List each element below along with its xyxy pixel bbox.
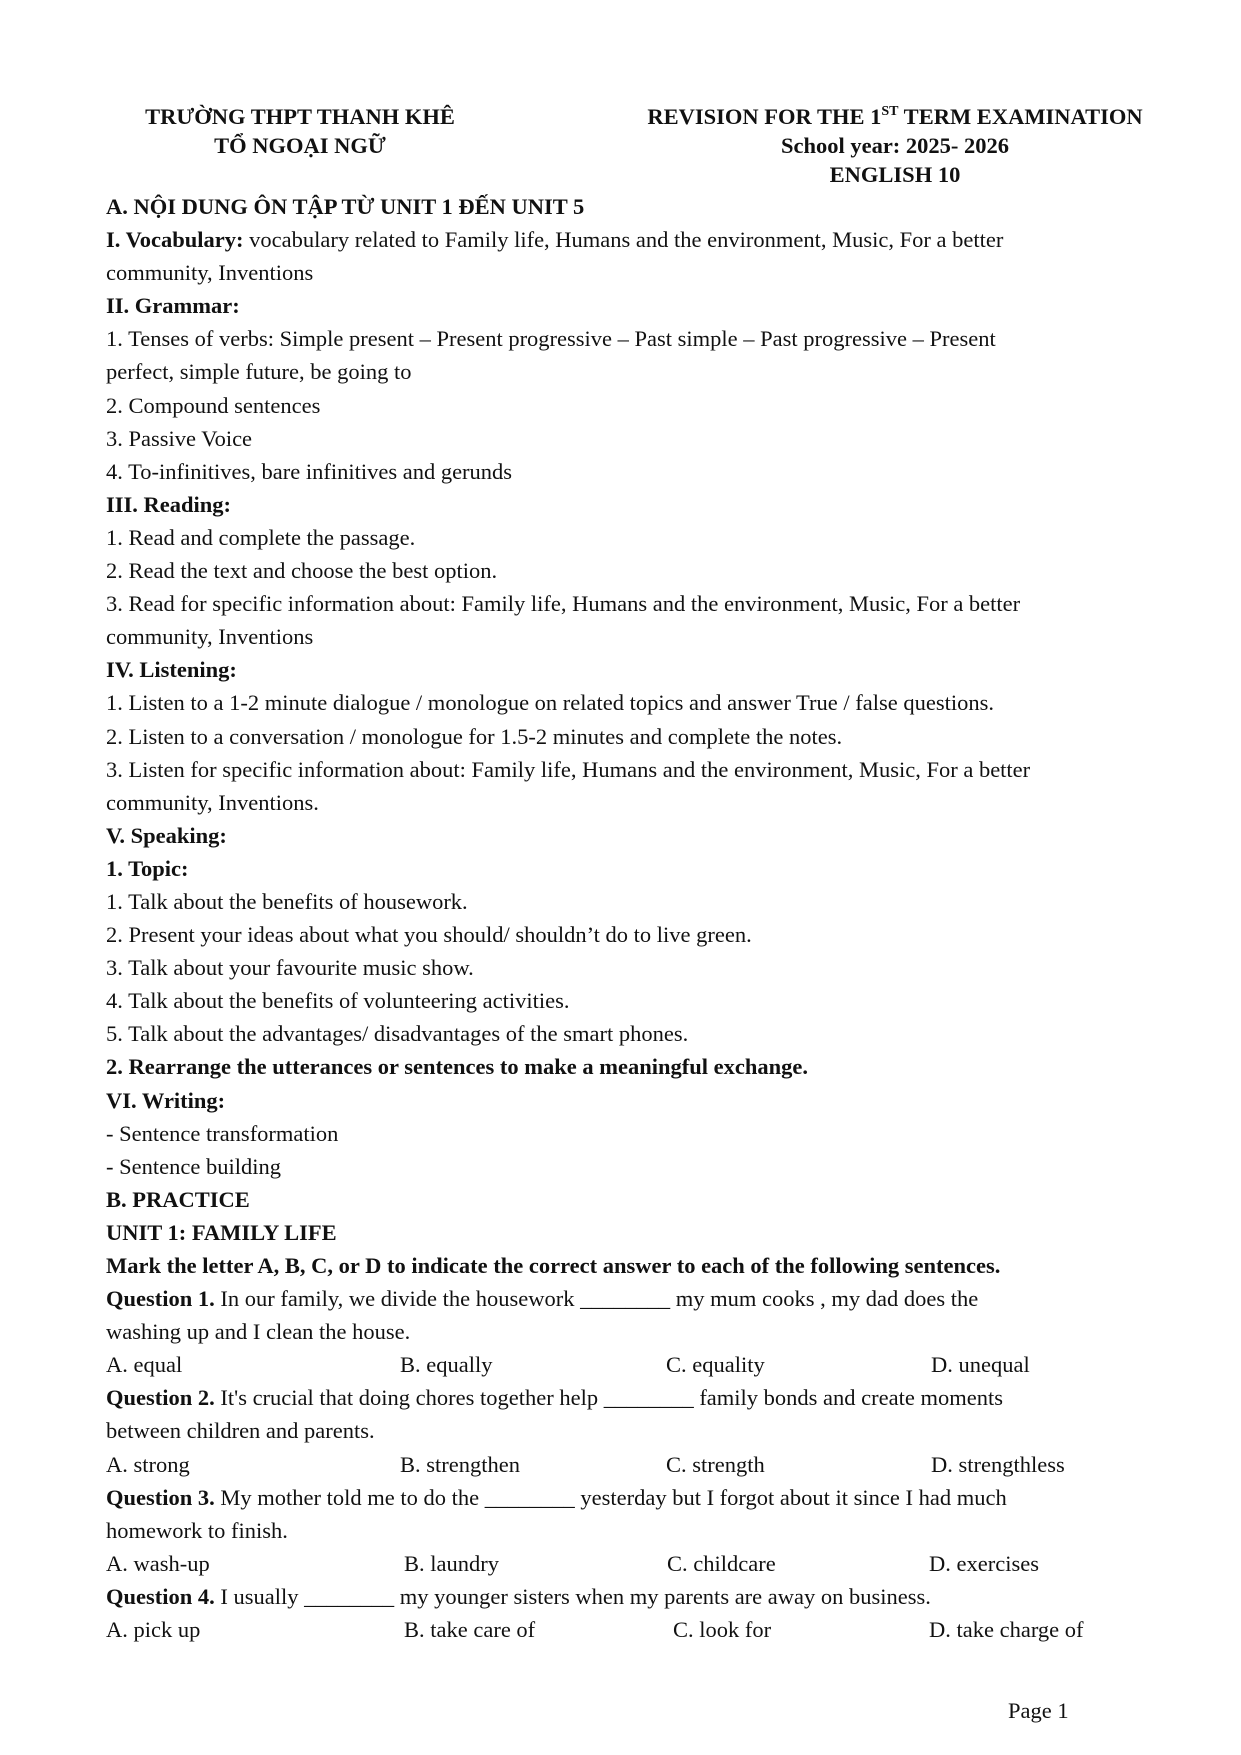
question-2-options — [106, 1448, 1136, 1481]
speaking-rearrange-item: 2. Rearrange the utterances or sentences to make a meaningful exchange. — [106, 1054, 808, 1080]
unit-title: UNIT 1: FAMILY LIFE — [106, 1219, 337, 1245]
reading-item: 3. Read for specific information about: Family life, Humans and the environment, Music, For a better — [106, 591, 1021, 617]
option-c: C. strength — [666, 1451, 765, 1477]
grammar-item: 3. Passive Voice — [106, 425, 253, 451]
reading-item: 2. Read the text and choose the best option. — [106, 558, 498, 584]
speaking-item: 5. Talk about the advantages/ disadvantages of the smart phones. — [106, 1021, 689, 1047]
question-label: Question 3. — [106, 1484, 215, 1510]
department-name: TỔ NGOẠI NGỮ — [214, 133, 386, 158]
listening-item: 3. Listen for specific information about: Family life, Humans and the environment, Music, For a better — [106, 756, 1031, 782]
writing-item: - Sentence building — [106, 1153, 281, 1179]
writing-title: VI. Writing: — [106, 1087, 226, 1113]
option-a: A. strong — [106, 1451, 190, 1477]
option-d: D. exercises — [929, 1550, 1039, 1576]
option-b: B. take care of — [404, 1617, 536, 1643]
option-b: B. laundry — [404, 1550, 499, 1576]
speaking-item: 4. Talk about the benefits of volunteering activities. — [106, 988, 570, 1014]
option-c: C. look for — [673, 1617, 772, 1643]
question-1-continued: washing up and I clean the house. — [106, 1319, 411, 1345]
speaking-title: V. Speaking: — [106, 822, 227, 848]
option-d: D. take charge of — [929, 1617, 1084, 1643]
speaking-item: 3. Talk about your favourite music show. — [106, 955, 474, 981]
option-a: A. wash-up — [106, 1550, 210, 1576]
listening-item: 2. Listen to a conversation / monologue for 1.5-2 minutes and complete the notes. — [106, 723, 843, 749]
document-body — [106, 190, 1136, 1646]
option-c: C. equality — [666, 1352, 765, 1378]
reading-item: 1. Read and complete the passage. — [106, 524, 416, 550]
section-a-title: A. NỘI DUNG ÔN TẬP TỪ UNIT 1 ĐẾN UNIT 5 — [106, 194, 585, 219]
option-a: A. equal — [106, 1352, 183, 1378]
option-c: C. childcare — [667, 1550, 776, 1576]
grammar-title: II. Grammar: — [106, 293, 240, 319]
option-d: D. strengthless — [931, 1451, 1065, 1477]
school-header — [120, 102, 480, 160]
question-3-continued: homework to finish. — [106, 1517, 288, 1543]
subject-name: ENGLISH 10 — [829, 162, 961, 187]
option-d: D. unequal — [931, 1352, 1030, 1378]
exam-header — [615, 102, 1175, 189]
reading-item: community, Inventions — [106, 624, 314, 650]
question-2: Question 2. It's crucial that doing chores together help ________ family bonds and create moments — [106, 1385, 1003, 1411]
ordinal-suffix: ST — [881, 104, 899, 119]
vocabulary-line-2: community, Inventions — [106, 260, 314, 286]
question-label: Question 2. — [106, 1385, 215, 1411]
writing-item: - Sentence transformation — [106, 1120, 339, 1146]
question-4: Question 4. I usually ________ my younger sisters when my parents are away on business. — [106, 1583, 931, 1609]
exercise-instruction: Mark the letter A, B, C, or D to indicate the correct answer to each of the following sentences. — [106, 1253, 1001, 1278]
question-3: Question 3. My mother told me to do the ________ yesterday but I forgot about it since I had much — [106, 1484, 1007, 1510]
question-2-continued: between children and parents. — [106, 1418, 375, 1444]
listening-item: 1. Listen to a 1-2 minute dialogue / monologue on related topics and answer True / false questions. — [106, 690, 994, 716]
question-4-options — [106, 1613, 1136, 1646]
section-b-title: B. PRACTICE — [106, 1186, 250, 1212]
speaking-item: 2. Present your ideas about what you should/ shouldn’t do to live green. — [106, 922, 752, 948]
question-label: Question 4. — [106, 1583, 215, 1609]
question-label: Question 1. — [106, 1286, 215, 1312]
vocabulary-label: I. Vocabulary: — [106, 227, 244, 253]
exam-title: REVISION FOR THE 1ST TERM EXAMINATION — [647, 104, 1143, 129]
option-b: B. strengthen — [400, 1451, 520, 1477]
vocabulary-line: I. Vocabulary: vocabulary related to Family life, Humans and the environment, Music, For a better — [106, 227, 1004, 253]
grammar-item: 4. To-infinitives, bare infinitives and gerunds — [106, 458, 513, 484]
grammar-item: perfect, simple future, be going to — [106, 359, 412, 385]
speaking-topic-title: 1. Topic: — [106, 855, 189, 881]
speaking-item: 1. Talk about the benefits of housework. — [106, 888, 468, 914]
reading-title: III. Reading: — [106, 491, 232, 517]
question-1: Question 1. In our family, we divide the housework ________ my mum cooks , my dad does the — [106, 1286, 979, 1312]
grammar-item: 1. Tenses of verbs: Simple present – Present progressive – Past simple – Past progressive – Present — [106, 326, 996, 352]
question-1-options — [106, 1348, 1136, 1381]
school-name: TRƯỜNG THPT THANH KHÊ — [145, 104, 455, 129]
question-3-options — [106, 1547, 1136, 1580]
listening-title: IV. Listening: — [106, 657, 237, 683]
page-number: Page 1 — [1008, 1698, 1069, 1723]
school-year: School year: 2025- 2026 — [780, 133, 1010, 158]
grammar-item: 2. Compound sentences — [106, 392, 321, 418]
listening-item: community, Inventions. — [106, 789, 319, 815]
option-b: B. equally — [400, 1352, 493, 1378]
option-a: A. pick up — [106, 1617, 201, 1643]
